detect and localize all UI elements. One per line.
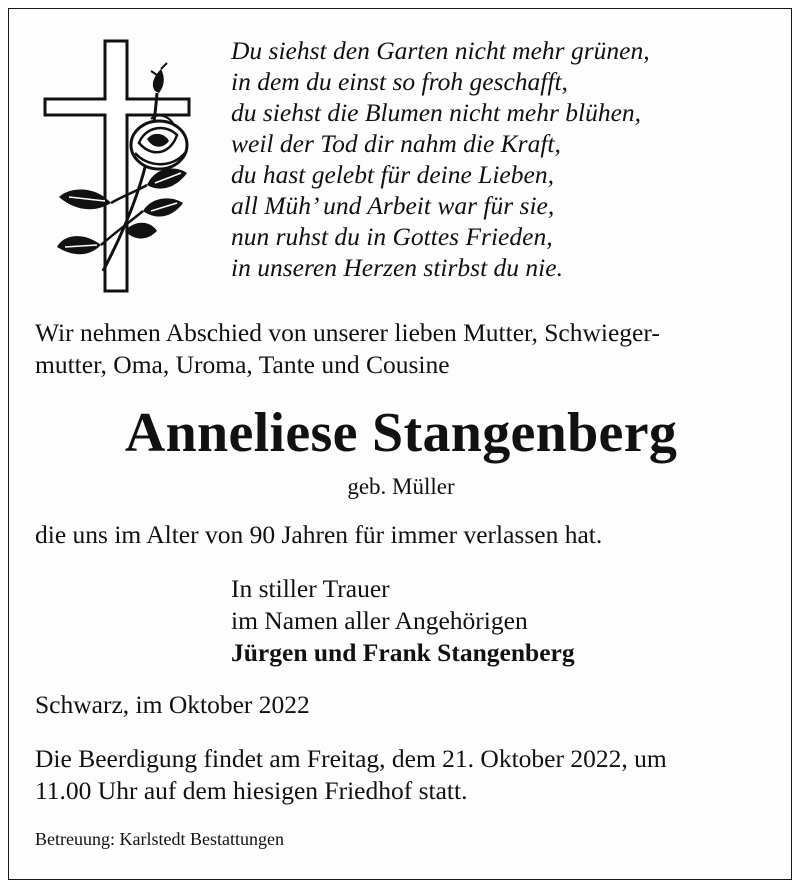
obituary-notice xyxy=(8,8,792,880)
poem-line: in unseren Herzen stirbst du nie. xyxy=(231,253,563,282)
poem-line: du hast gelebt für deine Lieben, xyxy=(231,160,554,189)
funeral-home-credit: Betreuung: Karlstedt Bestattungen xyxy=(35,829,284,849)
deceased-name: Anneliese Stangenberg xyxy=(124,402,678,464)
intro-line: Wir nehmen Abschied von unserer lieben Mutter, Schwieger- xyxy=(35,318,660,347)
mourning-line: In stiller Trauer xyxy=(231,574,390,603)
funeral-details xyxy=(35,743,775,807)
mourners-block xyxy=(231,573,751,669)
cross-with-rose-icon xyxy=(39,35,199,299)
poem-line: Du siehst den Garten nicht mehr grünen, xyxy=(231,36,650,65)
place-and-date: Schwarz, im Oktober 2022 xyxy=(35,690,310,719)
age-statement: die uns im Alter von 90 Jahren für immer verlassen hat. xyxy=(35,520,603,549)
intro-line: mutter, Oma, Uroma, Tante und Cousine xyxy=(35,350,450,379)
memorial-poem xyxy=(231,35,771,283)
poem-line: all Müh’ und Arbeit war für sie, xyxy=(231,191,555,220)
poem-line: in dem du einst so froh geschafft, xyxy=(231,67,568,96)
funeral-line: 11.00 Uhr auf dem hiesigen Friedhof statt. xyxy=(35,776,468,805)
mourner-names: Jürgen und Frank Stangenberg xyxy=(231,638,575,667)
farewell-intro xyxy=(35,317,775,381)
funeral-line: Die Beerdigung findet am Freitag, dem 21. Oktober 2022, um xyxy=(35,744,667,773)
maiden-name: geb. Müller xyxy=(347,474,455,499)
relatives-line: im Namen aller Angehörigen xyxy=(231,606,528,635)
poem-line: nun ruhst du in Gottes Frieden, xyxy=(231,222,553,251)
poem-line: weil der Tod dir nahm die Kraft, xyxy=(231,129,561,158)
poem-line: du siehst die Blumen nicht mehr blühen, xyxy=(231,98,642,127)
